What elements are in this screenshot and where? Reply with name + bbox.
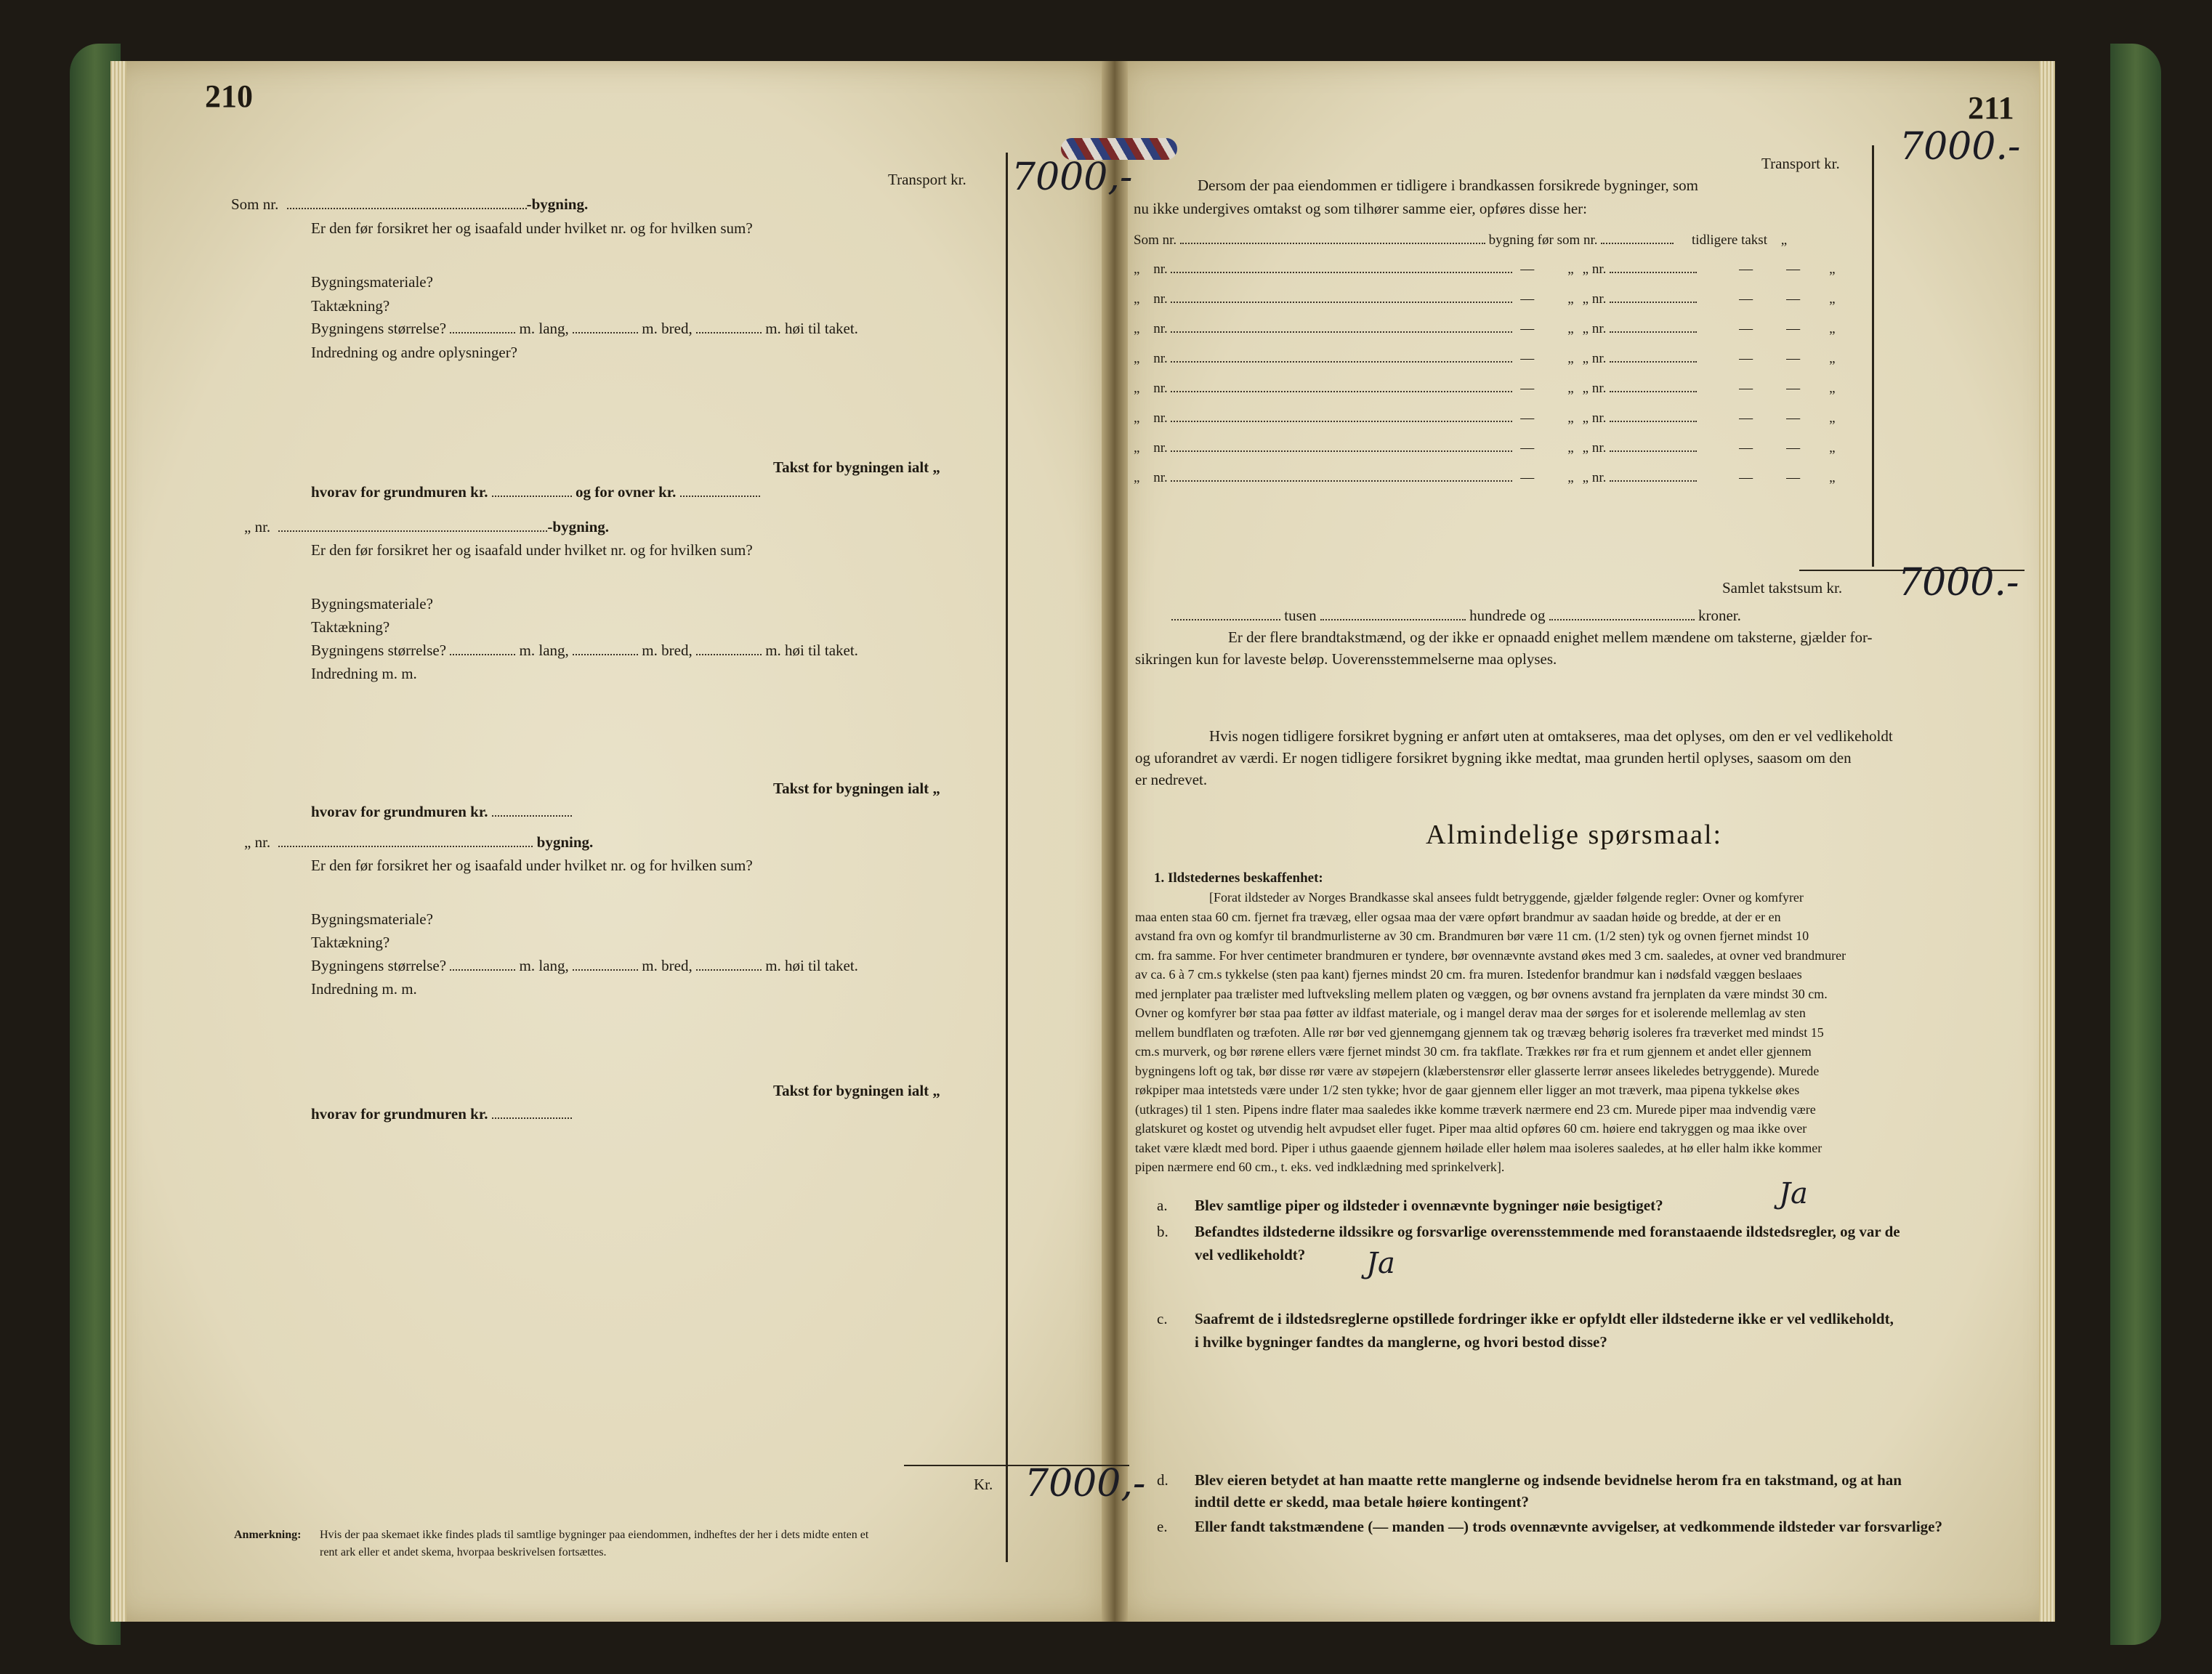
b3-grundmur-blank [492,1106,572,1119]
b2-takst-label: Takst for bygningen ialt [773,780,929,797]
b1-row-1 [231,195,588,214]
qc-text-1: Saafremt de i ildstedsreglerne opstillede fordringer ikke er opfyldt eller ildstederne ikke er vel vedlikeholdt, [1195,1310,1894,1327]
prior-row-dash3: — [1786,470,1801,485]
hundrede-label: hundrede og [1469,607,1546,624]
prior-row-dash: — [1520,381,1535,396]
prior-nr-blank [1180,231,1485,244]
prior-row-blank [1171,260,1512,273]
qa-label: a. [1157,1197,1168,1214]
qb-label: b. [1157,1223,1168,1240]
b2-interior: Indredning m. m. [311,665,417,682]
para2-line2: og uforandret av værdi. Er nogen tidligere forsikret bygning ikke medtat, maa grunden hertil oplyses, saasom om den [1135,749,1852,767]
section1-title: 1. Ildstedernes beskaffenhet: [1154,870,1323,886]
prior-som: Som [1134,232,1159,248]
regulation-line: bygningens loft og tak, bør disse rør være av støpejern (klæberstensrør eller glasserte lerrør ansees likeledes betryggende). Murede [1135,1063,1820,1078]
tusen-label: tusen [1284,607,1317,624]
regulation-line: med jernplater paa trælister med luftveksling mellem platen og væggen, og bør ovnens avstand fra jernplaten da være mindst 30 cm. [1135,986,1828,1001]
prior-somnr-blank [1601,231,1674,244]
prior-row-dash2: — [1739,411,1753,426]
note-text-2: rent ark eller et andet skema, hvorpaa beskrivelsen fortsættes. [320,1546,607,1558]
prior-row-som: „ [1134,262,1140,277]
prior-row-q2: „ [1582,291,1589,307]
hundrede-blank [1320,607,1466,620]
b2-hvorav: hvorav for grundmuren kr. [311,803,488,820]
regulation-line: av ca. 6 à 7 cm.s tykkelse (sten paa kant) fjernes mindst 20 cm. fra muren. Istedenfor brandmur kan i nødsfald væggen beslaaes [1135,967,1802,982]
prior-row [1134,379,1836,398]
prior-row [1134,439,1836,458]
b1-takst [773,458,940,477]
prior-row-q2: „ [1582,440,1589,456]
prior-row-som: „ [1134,321,1140,336]
prior-row-dash: — [1520,351,1535,366]
samlet-label: Samlet takstsum kr. [1722,579,1843,597]
prior-row-q1: „ [1567,351,1574,366]
b1-grundmur-blank [492,484,572,497]
prior-row-som: „ [1134,351,1140,366]
regulation-line: røkpiper maa intetsteds være under 1/2 sten tykke; hvor de gaar gjennem eller ligger an mot træverk, maa pipena tykkelse økes [1135,1083,1800,1097]
page-number-left: 210 [205,78,253,114]
book-edge-right [2110,44,2161,1645]
b3-lang: m. lang, [519,957,569,974]
prior-row-blank2 [1610,260,1697,273]
b2-size-row [311,641,858,660]
b1-lang: m. lang, [519,320,569,337]
total-label-left: Kr. [974,1476,993,1493]
prior-row [1134,260,1836,279]
prior-row-dash: — [1520,470,1535,485]
transport-value-right: 7000.- [1900,125,2021,169]
qd-text-1: Blev eieren betydet at han maatte rette manglerne og indsende bevidnelse herom fra en takstmand, og at han [1195,1471,1902,1489]
prior-row-q1: „ [1567,291,1574,307]
b1-hvorav: hvorav for grundmuren kr. [311,483,488,501]
prior-row-blank2 [1610,349,1697,363]
prior-row-blank2 [1610,469,1697,482]
b1-roof: Taktækning? [311,297,390,315]
b1-bygning: -bygning. [526,195,589,213]
b3-bred-blank [573,958,638,971]
prior-row-dash: — [1520,440,1535,456]
b3-interior: Indredning m. m. [311,980,417,998]
b3-takst-mark: „ [932,1082,940,1099]
qe-label: e. [1157,1518,1168,1535]
b3-size-label: Bygningens størrelse? [311,957,447,974]
prior-row-nr2: nr. [1591,381,1607,396]
b3-row-1 [244,833,593,852]
prior-row-q1: „ [1567,381,1574,396]
regulation-line: cm. fra samme. For hver centimeter brandmuren er tyndere, bør ovennævnte avstand økes med 3 cm. saaledes, at ovner ved brandmurer [1135,947,1846,963]
b1-takst-mark: „ [932,458,940,476]
prior-row-end: „ [1829,321,1836,336]
prior-row-dash: — [1520,262,1535,277]
prior-row-dash2: — [1739,381,1753,396]
qb-text-1: Befandtes ildstederne ildssikre og forsvarlige overensstemmende med foranstaaende ildstedsregler, og var de [1195,1223,1900,1240]
prior-row-dash: — [1520,411,1535,426]
qc-label: c. [1157,1310,1168,1327]
prior-row-nr2: nr. [1591,262,1607,277]
regulation-line: maa enten staa 60 cm. fjernet fra trævæg, eller ogsaa maa der være opført brandmur av saadan høide og bredde, at der er en [1135,909,1781,924]
total-value-left: 7000,- [1025,1462,1146,1505]
regulation-line: Ovner og komfyrer bør staa paa føtter av ildfast materiale, og i mangel derav maa der sørges for et isolerende mellemlag av sten [1135,1006,1806,1020]
book-gutter [1102,61,1128,1622]
prior-row-blank [1171,320,1512,333]
b3-bygning: bygning. [536,833,594,851]
prior-row-nr2: nr. [1591,440,1607,456]
b2-nr-blank [278,519,547,532]
prior-end: „ [1780,232,1788,248]
prior-row-q1: „ [1567,440,1574,456]
prior-row-end: „ [1829,411,1836,426]
amount-column-line-left [1006,153,1008,1562]
prior-row-dash3: — [1786,262,1801,277]
regulation-line: (utkrages) til 1 sten. Pipens indre flater maa saaledes ikke komme træverk nærmere end 23 cm. Murede piper maa indvendig være [1135,1101,1816,1117]
b3-prefix: „ nr. [244,833,271,851]
b1-ovner-blank [680,484,760,497]
b2-lang-blank [450,642,515,655]
prior-row-blank2 [1610,290,1697,303]
prior-row-blank2 [1610,409,1697,422]
b1-ovner: og for ovner kr. [575,483,677,501]
b3-takst-label: Takst for bygningen ialt [773,1082,929,1099]
prior-row-dash3: — [1786,321,1801,336]
prior-row-end: „ [1829,470,1836,485]
b1-hoi-blank [696,320,762,333]
prior-row-blank2 [1610,379,1697,392]
b2-row-1 [244,517,609,536]
b3-nr-blank [278,834,533,847]
prior-row-blank [1171,290,1512,303]
prior-row-q2: „ [1582,381,1589,396]
regulation-line: glatskuret og kostet og utvendig helt avpudset eller fuget. Piper maa altid opføres 60 cm. høiere end takryggen og maa ikke over [1135,1121,1807,1136]
b2-grundmur-blank [492,804,572,817]
prior-row-q2: „ [1582,351,1589,366]
prior-row-nr: nr. [1153,470,1168,485]
prior-row-dash2: — [1739,351,1753,366]
b1-interior: Indredning og andre oplysninger? [311,344,518,361]
b2-roof: Taktækning? [311,618,390,636]
prior-row-dash3: — [1786,411,1801,426]
regulation-line: mellem bundflaten og træfoten. Alle rør bør ved gjennemgang gjennem tak og trævæg behørig isoleres fra træverket med mindst 15 [1135,1024,1824,1040]
prior-row-dash3: — [1786,381,1801,396]
b1-lang-blank [450,320,515,333]
b3-lang-blank [450,958,515,971]
prior-row-blank [1171,469,1512,482]
prior-row-nr: nr. [1153,440,1168,456]
para1-line2: sikringen kun for laveste beløp. Uoverensstemmelserne maa oplyses. [1135,650,1557,668]
left-page-edge [110,61,126,1622]
b3-hoi-blank [696,958,762,971]
prior-row-q1: „ [1567,411,1574,426]
b1-question: Er den før forsikret her og isaafald under hvilket nr. og for hvilken sum? [311,219,753,237]
qd-text-2: indtil dette er skedd, maa betale høiere kontingent? [1195,1493,1530,1511]
b2-hoi-blank [696,642,762,655]
b2-bygning: -bygning. [547,518,610,535]
note-text-1: Hvis der paa skemaet ikke findes plads til samtlige bygninger paa eiendommen, indheftes der her i dets midte enten et [320,1529,869,1541]
b1-size-row [311,319,858,338]
prior-row-nr2: nr. [1591,291,1607,307]
prior-row-blank [1171,409,1512,422]
regulation-line: pipen nærmere end 60 cm., t. eks. ved indklædning med sprinkelverk]. [1135,1160,1505,1174]
b1-takst-label: Takst for bygningen ialt [773,458,929,476]
amount-column-line-right [1872,145,1874,567]
b2-prefix: „ nr. [244,518,271,535]
b2-takst-mark: „ [932,780,940,797]
b1-bred: m. bred, [642,320,693,337]
prior-row-blank2 [1610,439,1697,452]
prior-row-nr: nr. [1153,351,1168,366]
transport-label-left: Transport kr. [888,171,966,188]
prior-row-dash3: — [1786,291,1801,307]
prior-row-q1: „ [1567,321,1574,336]
prior-row-end: „ [1829,351,1836,366]
regulation-line: cm.s murverk, og bør rørene ellers være fjernet mindst 30 cm. fra takflate. Trækkes rør fra et rum gjennem et andet eller gjennem [1135,1044,1812,1059]
prior-bygning: bygning før som nr. [1488,232,1598,248]
b2-hvorav-row [311,802,572,821]
qe-text: Eller fandt takstmændene (— manden —) trods ovennævnte avvigelser, at vedkommende ildsteder var forsvarlige? [1195,1518,1942,1535]
prior-row-q1: „ [1567,470,1574,485]
prior-row-dash2: — [1739,470,1753,485]
prior-row [1134,290,1836,309]
qa-text: Blev samtlige piper og ildsteder i ovennævnte bygninger nøie besigtiget? [1195,1197,1663,1214]
prior-row-blank2 [1610,320,1697,333]
b1-material: Bygningsmateriale? [311,273,433,291]
kroner-label: kroner. [1698,607,1741,624]
b1-nr-blank [287,196,527,209]
prior-row-som: „ [1134,411,1140,426]
b2-bred: m. bred, [642,642,693,659]
prior-row-dash2: — [1739,440,1753,456]
prior-row-q2: „ [1582,470,1589,485]
intro-line-2: nu ikke undergives omtakst og som tilhører samme eier, opføres disse her: [1134,200,1587,217]
b3-roof: Taktækning? [311,934,390,951]
prior-row-dash2: — [1739,291,1753,307]
b2-lang: m. lang, [519,642,569,659]
prior-row-dash: — [1520,321,1535,336]
b3-hvorav: hvorav for grundmuren kr. [311,1105,488,1123]
para2-line1: Hvis nogen tidligere forsikret bygning er anført uten at omtakseres, maa det oplyses, om den er vel vedlikeholdt [1209,727,1893,745]
prior-row-nr: nr. [1153,411,1168,426]
qb-answer: Ja [1366,1247,1395,1280]
prior-row-nr2: nr. [1591,470,1607,485]
prior-row-first [1134,231,1787,250]
prior-row-dash3: — [1786,351,1801,366]
samlet-value: 7000.- [1898,561,2019,604]
b1-hvorav-row [311,482,760,501]
section-heading: Almindelige spørsmaal: [1426,820,1723,850]
prior-row [1134,469,1836,488]
prior-row-dash3: — [1786,440,1801,456]
amount-words-row [1171,606,1741,625]
prior-row [1134,320,1836,339]
regulation-line: taket være klædt med bord. Piper i uthus gaaende gjennem høilade eller hølem maa isoleres saaledes, at hø eller halm ikke kommer [1135,1140,1823,1155]
b2-hoi: m. høi til taket. [765,642,858,659]
kroner-blank [1549,607,1695,620]
prior-row-end: „ [1829,291,1836,307]
prior-nr: nr. [1162,232,1177,248]
prior-row-som: „ [1134,381,1140,396]
b3-bred: m. bred, [642,957,693,974]
prior-row-som: „ [1134,440,1140,456]
note-label: Anmerkning: [234,1529,302,1541]
para2-line3: er nedrevet. [1135,771,1208,788]
b3-takst [773,1081,940,1100]
qb-text-2: vel vedlikeholdt? [1195,1246,1306,1263]
b2-question: Er den før forsikret her og isaafald under hvilket nr. og for hvilken sum? [311,541,753,559]
b1-size-label: Bygningens størrelse? [311,320,447,337]
prior-row-dash: — [1520,291,1535,307]
qa-answer: Ja [1779,1177,1808,1210]
b3-hvorav-row [311,1104,572,1123]
prior-row [1134,409,1836,428]
prior-row-blank [1171,349,1512,363]
b1-prefix: Som nr. [231,195,279,213]
prior-row-q2: „ [1582,321,1589,336]
prior-row-dash2: — [1739,321,1753,336]
b3-hoi: m. høi til taket. [765,957,858,974]
prior-row-end: „ [1829,262,1836,277]
b2-material: Bygningsmateriale? [311,595,433,612]
prior-row-nr: nr. [1153,291,1168,307]
para1-line1: Er der flere brandtakstmænd, og der ikke er opnaadd enighet mellem mændene om taksterne, gjælder for- [1228,628,1873,646]
tusen-blank [1171,607,1280,620]
prior-row-nr2: nr. [1591,411,1607,426]
b2-bred-blank [573,642,638,655]
prior-row-nr2: nr. [1591,321,1607,336]
prior-row-q2: „ [1582,262,1589,277]
b3-material: Bygningsmateriale? [311,910,433,928]
prior-row-blank [1171,439,1512,452]
b2-size-label: Bygningens størrelse? [311,642,447,659]
prior-row-nr2: nr. [1591,351,1607,366]
regulation-line: avstand fra ovn og komfyr til brandmurlisterne av 30 cm. Brandmuren bør være 11 cm. (1/2 sten) tyk og ovnen fjernet mindst 10 [1135,929,1809,943]
regulation-line: [Forat ildsteder av Norges Brandkasse skal ansees fuldt betryggende, gjælder følgende regler: Ovner og komfyrer [1209,890,1804,905]
transport-value-left: 7000,- [1012,155,1133,199]
prior-row-q1: „ [1567,262,1574,277]
prior-row-som: „ [1134,291,1140,307]
prior-row-blank [1171,379,1512,392]
b3-size-row [311,956,858,975]
prior-tidligere: tidligere takst [1692,232,1767,248]
prior-row-som: „ [1134,470,1140,485]
prior-row-nr: nr. [1153,321,1168,336]
b1-bred-blank [573,320,638,333]
prior-row-end: „ [1829,381,1836,396]
intro-line-1: Dersom der paa eiendommen er tidligere i brandkassen forsikrede bygninger, som [1198,177,1699,194]
page-number-right: 211 [1968,90,2014,126]
right-page-edge [2039,61,2055,1622]
transport-label-right: Transport kr. [1761,155,1840,172]
b3-question: Er den før forsikret her og isaafald under hvilket nr. og for hvilken sum? [311,857,753,874]
b1-hoi: m. høi til taket. [765,320,858,337]
b2-takst [773,779,940,798]
prior-row-dash2: — [1739,262,1753,277]
prior-row-q2: „ [1582,411,1589,426]
prior-row-end: „ [1829,440,1836,456]
prior-row [1134,349,1836,368]
prior-row-nr: nr. [1153,262,1168,277]
prior-row-nr: nr. [1153,381,1168,396]
qd-label: d. [1157,1471,1168,1489]
qc-text-2: i hvilke bygninger fandtes da manglerne, og hvori bestod disse? [1195,1333,1607,1351]
